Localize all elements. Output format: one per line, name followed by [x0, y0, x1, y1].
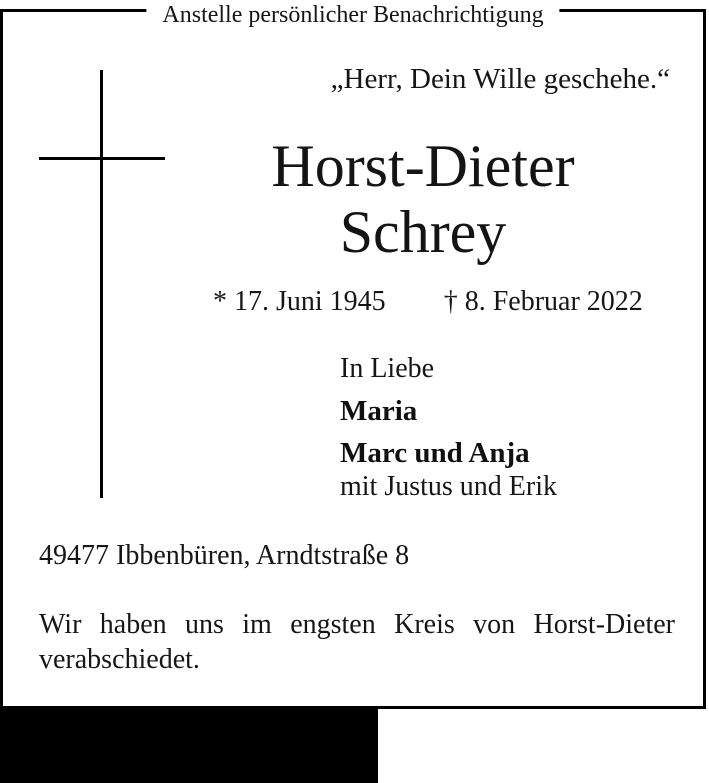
birth-date: * 17. Juni 1945 — [213, 286, 386, 317]
life-dates — [213, 285, 643, 319]
address-line: 49477 Ibbenbüren, Arndtstraße 8 — [39, 540, 410, 571]
cross-vertical-bar — [100, 70, 103, 498]
notice-border-frame — [0, 2, 706, 709]
mourners-block — [340, 352, 557, 504]
farewell-paragraph: Wir haben uns im engsten Kreis von Horst-Dieter verabschiedet. — [39, 609, 675, 675]
epitaph-quote: „Herr, Dein Wille geschehe.“ — [330, 63, 670, 95]
mourner-wife: Maria — [340, 395, 418, 427]
redaction-block — [0, 709, 378, 783]
death-date: † 8. Februar 2022 — [443, 286, 643, 317]
mourners-intro: In Liebe — [340, 353, 435, 384]
mourner-children: Marc und Anja — [340, 437, 530, 469]
deceased-name-line1: Horst-Dieter — [271, 133, 575, 199]
deceased-name — [143, 133, 703, 265]
notice-header: Anstelle persönlicher Benachrichtigung — [146, 1, 559, 29]
deceased-name-line2: Schrey — [339, 199, 507, 265]
mourner-grandchildren: mit Justus und Erik — [340, 471, 558, 502]
